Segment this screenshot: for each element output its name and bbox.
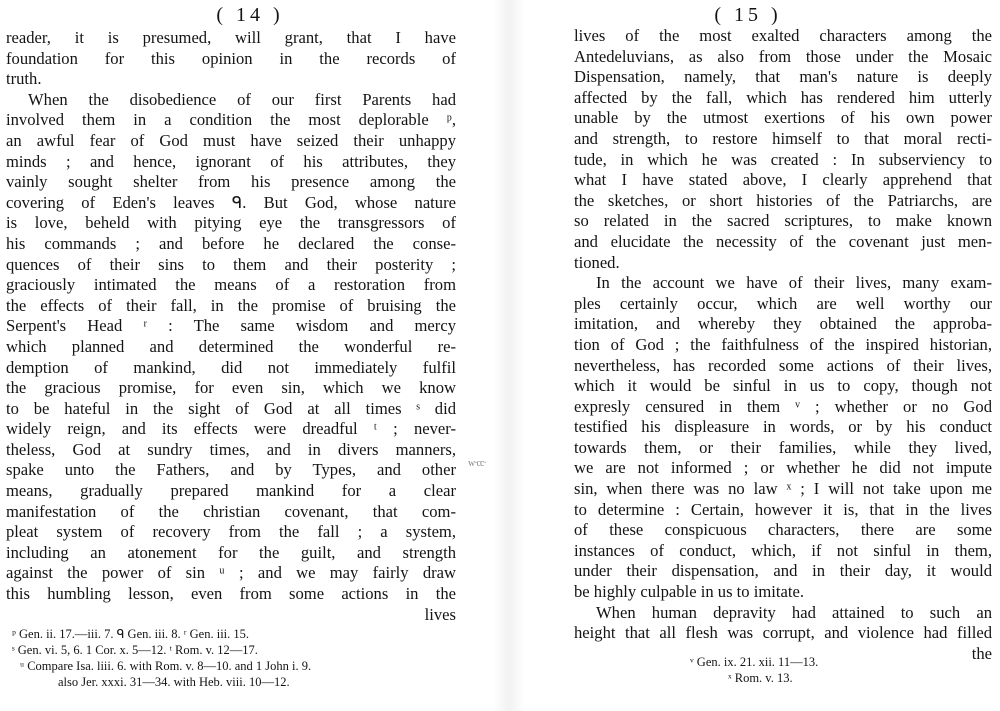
text-line: expresly censured in them ᵛ ; whether or no God [574,396,992,416]
text-line: theless, God at sundry times, and in divers manners, [6,439,456,459]
text-line: truth. [6,69,42,89]
catchword-right: the [971,643,992,663]
text-line: affected by the fall, which has rendered him utterly [574,87,992,107]
text-line: tion of God ; the faithfulness of the inspired historian, [574,334,992,354]
text-line: testified his displeasure in words, or by his conduct [574,417,992,437]
footnote-line: ˣ Rom. v. 13. [728,671,793,685]
text-line: the gracious promise, for even sin, which we know [6,378,456,398]
text-line: so related in the sacred scriptures, to make known [574,211,992,231]
text-line: pleat system of recovery from the fall ; a system, [6,522,456,542]
text-line: the effects of their fall, in the promise of bruising the [6,295,456,315]
text-line: of these conspicuous characters, there are some [574,520,992,540]
text-line: Dispensation, namely, that man's nature is deeply [574,67,992,87]
text-line: widely reign, and its effects were dreadful ᵗ ; never- [6,419,456,439]
text-line: demption of mankind, did not immediately fulfil [6,357,456,377]
text-line: the sketches, or short histories of the Patriarchs, are [574,190,992,210]
text-line: to be hateful in the sight of God at all times ˢ did [6,398,456,418]
text-line: tioned. [574,252,620,272]
text-line: involved them in a condition the most deplorable ᵖ, [6,110,456,130]
right-page-text [574,26,992,664]
text-line: reader, it is presumed, will grant, that I have [6,28,456,47]
left-page [0,0,470,711]
text-line: sin, when there was no law ˣ ; I will not take upon me [574,479,992,499]
text-line: be highly culpable in us to imitate. [574,582,804,602]
text-line: means, gradually prepared mankind for a clear [6,481,456,501]
text-line: height that all flesh was corrupt, and violence had filled [574,623,992,643]
footnote-line: ᵖ Gen. ii. 17.—iii. 7. ᑫ Gen. iii. 8. ʳ Gen. iii. 15. [12,627,250,641]
footnote-line: ᵘ Compare Isa. liii. 6. with Rom. v. 8—10. and 1 John i. 9. [20,659,312,673]
text-line: lives of the most exalted characters among the [574,26,992,45]
text-line: an awful fear of God must have seized their unhappy [6,130,456,150]
text-line: Serpent's Head ʳ : The same wisdom and mercy [6,316,456,336]
margin-pencil-mark: w·cc· [468,458,486,469]
text-line: foundation for this opinion in the records of [6,48,456,68]
footnote-line: also Jer. xxxi. 31—34. with Heb. viii. 10—12. [58,675,290,689]
text-line: this humbling lesson, even from some actions in the [6,584,456,604]
text-line: and strength, to restore himself to that moral recti- [574,128,992,148]
right-page [548,0,1000,711]
text-line: which it would be sinful in us to copy, though not [574,376,992,396]
text-line: what I have stated above, I clearly apprehend that [574,170,992,190]
text-line: nevertheless, has recorded some actions of their lives, [574,355,992,375]
text-line: which planned and determined the wonderful re- [6,336,456,356]
footnote-line: ᵛ Gen. ix. 21. xii. 11—13. [690,655,819,669]
text-line: ples certainly occur, which are well worthy our [574,293,992,313]
text-line: spake unto the Fathers, and by Types, and other [6,460,456,480]
text-line: imitation, and whereby they obtained the approba- [574,314,992,334]
text-line: graciously intimated the means of a restoration from [6,275,456,295]
paragraph-start-line: In the account we have of their lives, many exam- [596,273,992,293]
text-line: to determine : Certain, however it is, that in the lives [574,499,992,519]
text-line: including an atonement for the guilt, and strength [6,542,456,562]
text-line: his commands ; and before he declared the conse- [6,233,456,253]
paragraph-start-line: When human depravity had attained to such an [596,602,992,622]
text-line: quences of their sins to them and their posterity ; [6,254,456,274]
text-line: we are not informed ; or whether he did not impute [574,458,992,478]
text-line: against the power of sin ᵘ ; and we may fairly draw [6,563,456,583]
text-line: vainly sought shelter from his presence among the [6,172,456,192]
text-line: unable by the utmost exertions of his own power [574,108,992,128]
footnotes-left [12,626,311,690]
text-line: towards them, or their families, while they lived, [574,437,992,457]
text-line: minds ; and hence, ignorant of his attributes, they [6,151,456,171]
text-line: manifestation of the christian covenant, that com- [6,501,456,521]
page-number-right: ( 15 ) [714,4,782,26]
text-line: is love, beheld with pitying eye the transgressors of [6,213,456,233]
text-line: instances of conduct, which, if not sinful in them, [574,540,992,560]
footnotes-right [690,654,818,686]
paragraph-start-line: When the disobedience of our first Parents had [28,89,456,109]
text-line: covering of Eden's leaves ᑫ. But God, whose nature [6,192,456,212]
page-number-left: ( 14 ) [216,4,284,26]
footnote-line: ˢ Gen. vi. 5, 6. 1 Cor. x. 5—12. ᵗ Rom. v. 12—17. [12,643,258,657]
catchword-left: lives [424,604,456,624]
left-page-text [6,28,456,625]
text-line: Antedeluvians, as also from those under the Mosaic [574,46,992,66]
text-line: and elucidate the necessity of the covenant just men- [574,231,992,251]
text-line: tude, in which he was created : In subserviency to [574,149,992,169]
book-spine [493,0,525,711]
text-line: under their dispensation, and in their day, it would [574,561,992,581]
